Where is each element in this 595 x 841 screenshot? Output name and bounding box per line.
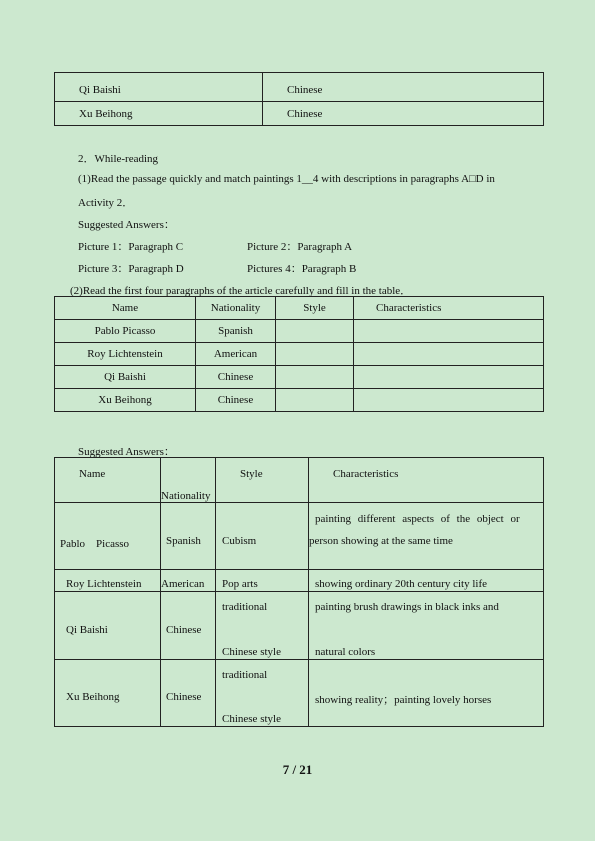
header-characteristics: Characteristics <box>333 468 399 480</box>
table-row <box>55 570 544 592</box>
characteristics-line: person showing at the same time <box>309 535 453 547</box>
table-row <box>55 660 544 727</box>
header-nationality: Nationality <box>196 297 276 320</box>
header-style: Style <box>276 297 354 320</box>
answer-picture-2: Picture 2：Paragraph A <box>247 241 353 253</box>
characteristics-cell[interactable] <box>354 366 544 389</box>
table-row <box>55 102 544 126</box>
table-row <box>55 389 544 412</box>
style-cell[interactable] <box>276 320 354 343</box>
nationality-cell: Chinese <box>263 102 544 126</box>
characteristics-line: painting brush drawings in black inks and <box>315 601 499 613</box>
header-name: Name <box>55 297 196 320</box>
header-characteristics: Characteristics <box>354 297 544 320</box>
style-cell: Pop arts <box>222 578 258 590</box>
style-line: traditional <box>222 601 268 613</box>
style-line: Chinese style <box>222 646 281 658</box>
continued-table <box>54 72 544 126</box>
page-number: 7 / 21 <box>282 762 313 777</box>
table-header-row <box>55 297 544 320</box>
section-heading: 2．While-reading <box>78 153 159 165</box>
name-cell: Qi Baishi <box>66 624 108 636</box>
name-cell: Pablo Picasso <box>60 538 130 550</box>
name-cell: Roy Lichtenstein <box>55 343 196 366</box>
table-row <box>55 503 544 570</box>
suggested-answers-label-2: Suggested Answers： <box>78 446 175 458</box>
question-1-line-1: (1)Read the passage quickly and match paintings 1__4 with descriptions in paragraphs A□D in <box>78 173 495 185</box>
answer-picture-1: Picture 1：Paragraph C <box>78 241 184 253</box>
characteristics-cell[interactable] <box>354 320 544 343</box>
nationality-cell: American <box>196 343 276 366</box>
name-cell: Roy Lichtenstein <box>66 578 142 590</box>
characteristics-line: painting different aspects of the object or <box>315 513 520 525</box>
style-cell[interactable] <box>276 366 354 389</box>
characteristics-line: natural colors <box>315 646 376 658</box>
name-cell: Xu Beihong <box>55 102 263 126</box>
style-line: Chinese style <box>222 713 281 725</box>
style-cell: Cubism <box>222 535 257 547</box>
nationality-cell: Chinese <box>196 389 276 412</box>
characteristics-cell[interactable] <box>354 343 544 366</box>
answer-table <box>54 457 544 727</box>
style-cell[interactable] <box>276 343 354 366</box>
name-cell: Qi Baishi <box>55 366 196 389</box>
characteristics-line: showing reality；painting lovely horses <box>315 694 492 706</box>
characteristics-line: showing ordinary 20th century city life <box>315 578 487 590</box>
nationality-cell: Chinese <box>263 73 544 102</box>
header-name: Name <box>79 468 106 480</box>
name-cell: Pablo Picasso <box>55 320 196 343</box>
characteristics-cell[interactable] <box>354 389 544 412</box>
nationality-cell: American <box>161 578 205 590</box>
name-cell: Xu Beihong <box>55 389 196 412</box>
answer-picture-3: Picture 3：Paragraph D <box>78 263 184 275</box>
nationality-cell: Chinese <box>196 366 276 389</box>
table-row <box>55 592 544 660</box>
nationality-cell: Spanish <box>196 320 276 343</box>
suggested-answers-label: Suggested Answers： <box>78 219 175 231</box>
table-header-row <box>55 458 544 503</box>
fill-in-table <box>54 296 544 412</box>
style-line: traditional <box>222 669 268 681</box>
header-style: Style <box>240 468 263 480</box>
name-cell: Xu Beihong <box>66 691 120 703</box>
table-row <box>55 343 544 366</box>
table-row <box>55 73 544 102</box>
nationality-cell: Spanish <box>166 535 201 547</box>
table-row <box>55 366 544 389</box>
table-row <box>55 320 544 343</box>
nationality-cell: Chinese <box>166 624 202 636</box>
name-cell: Qi Baishi <box>55 73 263 102</box>
answer-picture-4: Pictures 4：Paragraph B <box>247 263 357 275</box>
header-nationality: Nationality <box>161 490 211 502</box>
nationality-cell: Chinese <box>166 691 202 703</box>
question-1-line-2: Activity 2． <box>78 197 134 209</box>
style-cell[interactable] <box>276 389 354 412</box>
question-2-line: (2)Read the first four paragraphs of the article carefully and fill in the table． <box>70 285 412 297</box>
